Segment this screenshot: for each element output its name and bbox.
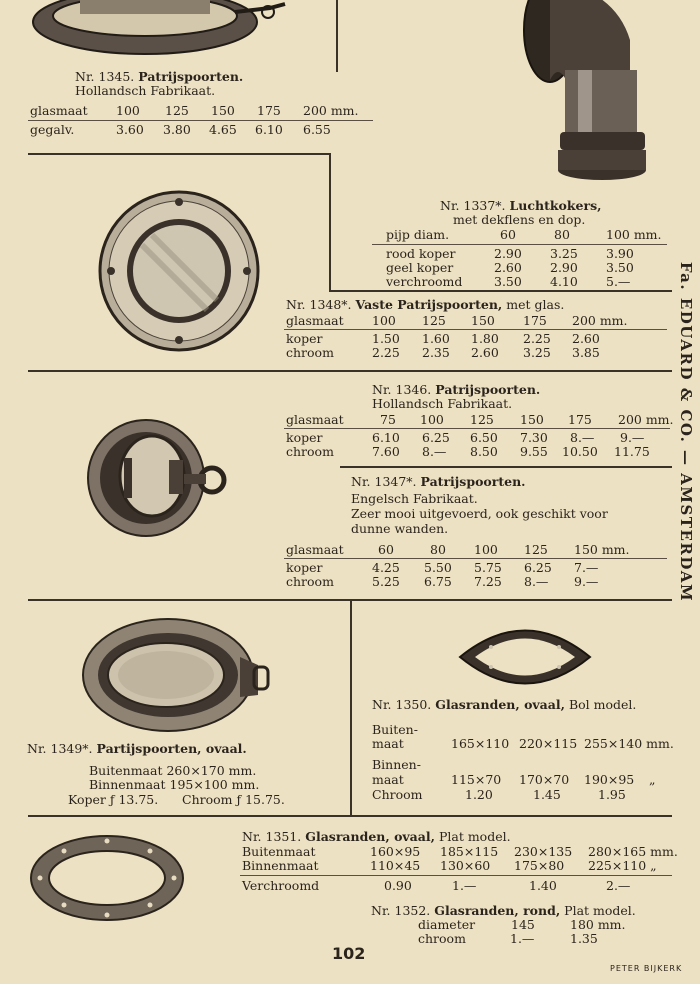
item-number: Nr. 1348*. (286, 297, 352, 312)
item-1348-title (286, 297, 564, 312)
table-cell: 150 mm. (574, 542, 630, 557)
item-number: Nr. 1345. (75, 69, 135, 84)
table-row (286, 331, 666, 346)
table-cell: 3.25 (523, 345, 551, 360)
table-cell: 100 (372, 313, 396, 328)
table-row (465, 787, 665, 802)
table-cell: 100 (474, 542, 498, 557)
item-name: Glasranden, rond, (434, 903, 561, 918)
table-cell: 125 (165, 103, 189, 118)
table-cell: 110×45 (370, 858, 421, 873)
table-cell: 115×70 (451, 772, 502, 787)
table-cell: 3.60 (116, 122, 144, 137)
item-number: Nr. 1351. (242, 829, 302, 844)
table-row (286, 430, 671, 445)
row-label: Buiten- (372, 722, 418, 737)
row-label: maat (372, 772, 404, 787)
table-cell: 175 (568, 412, 592, 427)
table-cell: 4.10 (550, 274, 578, 289)
table-cell: 1.60 (422, 331, 450, 346)
table-cell: chroom (286, 345, 334, 360)
table-cell: 1.35 (570, 931, 598, 946)
table-cell: 125 (524, 542, 548, 557)
table-cell: 130×60 (440, 858, 491, 873)
table-cell: 7.— (574, 560, 599, 575)
table-cell: glasmaat (30, 103, 88, 118)
table-cell: 5.— (606, 274, 631, 289)
table-cell: rood koper (386, 246, 456, 261)
table-cell: 165×110 (451, 736, 510, 751)
table-cell: 150 (211, 103, 235, 118)
table-cell: koper (286, 560, 323, 575)
table-cell: chroom (418, 931, 466, 946)
glasrand-1351-illustration (28, 833, 188, 925)
table-row (418, 917, 638, 932)
divider (28, 815, 672, 817)
table-cell: 200 mm. (618, 412, 674, 427)
table-row (286, 560, 666, 575)
table-cell: 10.50 (562, 444, 598, 459)
table-row (286, 345, 666, 360)
table-cell: 200 mm. (572, 313, 628, 328)
row-label: Chroom (372, 787, 423, 802)
item-1337-subtitle: met dekflens en dop. (453, 212, 586, 227)
porthole-1345-illustration (30, 0, 290, 62)
table-cell: 7.60 (372, 444, 400, 459)
table-row (242, 858, 672, 873)
table-cell: Verchroomd (242, 878, 320, 893)
table-header (386, 227, 666, 242)
porthole-1348-illustration (97, 190, 267, 355)
table-cell: 2.90 (550, 260, 578, 275)
table-cell: 6.10 (372, 430, 400, 445)
table-row (286, 444, 671, 459)
divider (340, 466, 672, 468)
table-cell: 60 (500, 227, 516, 242)
table-cell: 185×115 (440, 844, 499, 859)
table-cell: chroom (286, 444, 334, 459)
table-cell: 2.25 (372, 345, 400, 360)
divider (329, 153, 331, 290)
item-number: Nr. 1350. (372, 697, 432, 712)
table-cell: verchroomd (386, 274, 463, 289)
table-cell: 1.50 (372, 331, 400, 346)
table-rule (284, 428, 670, 429)
table-cell: koper (286, 331, 323, 346)
item-1337-title (440, 198, 601, 213)
item-1349-line: Binnenmaat 195×100 mm. (89, 777, 260, 792)
table-cell: 100 mm. (606, 227, 662, 242)
item-name-rest: Plat model. (564, 903, 636, 918)
table-cell: 125 (422, 313, 446, 328)
table-cell: 60 (378, 542, 394, 557)
table-row (30, 122, 370, 137)
table-cell: 3.50 (606, 260, 634, 275)
divider (329, 290, 672, 292)
table-cell: 200 mm. (303, 103, 359, 118)
divider (336, 0, 338, 72)
item-name: Vaste Patrijspoorten, (355, 297, 503, 312)
table-cell: 150 (471, 313, 495, 328)
porthole-1346-illustration (84, 418, 234, 543)
item-1345-subtitle: Hollandsch Fabrikaat. (75, 83, 216, 98)
table-cell: 150 (520, 412, 544, 427)
table-cell: 9.— (620, 430, 645, 445)
item-name: Partijspoorten, ovaal. (96, 741, 247, 756)
item-1349-line: Buitenmaat 260×170 mm. (89, 763, 257, 778)
table-cell: „ (649, 772, 656, 787)
table-cell: 80 (430, 542, 446, 557)
table-row (451, 736, 674, 751)
table-cell: 4.25 (372, 560, 400, 575)
table-cell: 5.50 (424, 560, 452, 575)
table-row (242, 844, 678, 859)
table-cell: 7.30 (520, 430, 548, 445)
item-1349-title (27, 741, 247, 756)
table-cell: 4.65 (209, 122, 237, 137)
table-header (286, 412, 674, 427)
table-cell: 175 (257, 103, 281, 118)
table-cell: 2.25 (523, 331, 551, 346)
table-cell: 3.85 (572, 345, 600, 360)
item-number: Nr. 1346. (372, 382, 432, 397)
table-cell: 175 (523, 313, 547, 328)
table-cell: 2.60 (572, 331, 600, 346)
item-number: Nr. 1352. (371, 903, 431, 918)
table-cell: 0.90 (384, 878, 412, 893)
table-cell: 6.75 (424, 574, 452, 589)
item-name: Patrijspoorten. (435, 382, 541, 397)
vertical-firm-name (671, 258, 697, 608)
table-rule (284, 558, 667, 559)
item-name: Glasranden, ovaal, (305, 829, 435, 844)
item-name-rest: Bol model. (568, 697, 637, 712)
firm-name-text: Fa. EDUARD & CO. — AMSTERDAM (677, 261, 695, 603)
table-row (386, 246, 666, 261)
divider (350, 599, 352, 815)
table-cell: 225×110 „ (588, 858, 657, 873)
table-row (386, 274, 666, 289)
table-cell: 125 (470, 412, 494, 427)
table-cell: 3.25 (550, 246, 578, 261)
table-cell: 1.40 (529, 878, 557, 893)
item-1350-title (372, 697, 636, 712)
table-cell: 1.80 (471, 331, 499, 346)
table-rule (284, 329, 667, 330)
divider (28, 370, 672, 372)
table-cell: 220×115 (519, 736, 578, 751)
item-1346-title (372, 382, 540, 397)
item-1347-desc-line: Zeer mooi uitgevoerd, ook geschikt voor (351, 506, 608, 521)
table-rule (28, 120, 373, 121)
table-cell: chroom (286, 574, 334, 589)
item-1346-subtitle: Hollandsch Fabrikaat. (372, 396, 513, 411)
table-cell: 75 (380, 412, 396, 427)
row-label: Binnen- (372, 757, 421, 772)
table-cell: 80 (554, 227, 570, 242)
table-cell: 180 mm. (570, 917, 626, 932)
table-cell: 2.60 (471, 345, 499, 360)
table-row (451, 772, 671, 787)
signature: PETER BIJKERK (610, 964, 683, 973)
table-cell: 3.50 (494, 274, 522, 289)
table-cell: gegalv. (30, 122, 75, 137)
table-cell: geel koper (386, 260, 454, 275)
table-cell: 11.75 (614, 444, 650, 459)
table-cell: 2.90 (494, 246, 522, 261)
table-cell: 9.— (574, 574, 599, 589)
table-cell: 100 (420, 412, 444, 427)
table-cell: 5.75 (474, 560, 502, 575)
ventilator-1337-illustration (520, 0, 650, 185)
table-header (286, 313, 666, 328)
page-number: 102 (332, 944, 366, 963)
table-row (286, 574, 666, 589)
table-cell: 2.35 (422, 345, 450, 360)
item-1351-title (242, 829, 511, 844)
table-row (418, 931, 638, 946)
item-name: Patrijspoorten. (138, 69, 244, 84)
table-cell: glasmaat (286, 412, 344, 427)
item-name: Glasranden, ovaal, (435, 697, 565, 712)
table-row (242, 878, 672, 893)
item-number: Nr. 1349*. (27, 741, 93, 756)
table-cell: pijp diam. (386, 227, 450, 242)
item-1349-price-koper: Koper ƒ 13.75. (68, 792, 159, 807)
item-1349-price-chroom: Chroom ƒ 15.75. (182, 792, 285, 807)
table-cell: 1.— (510, 931, 535, 946)
table-cell: 7.25 (474, 574, 502, 589)
table-cell: 8.— (524, 574, 549, 589)
table-cell: 6.50 (470, 430, 498, 445)
item-1345-title (75, 69, 243, 84)
table-cell: 9.55 (520, 444, 548, 459)
table-cell: koper (286, 430, 323, 445)
table-cell: 6.25 (524, 560, 552, 575)
table-cell: 2.— (606, 878, 631, 893)
table-cell: 1.95 (598, 787, 626, 802)
item-1347-desc-line: Engelsch Fabrikaat. (351, 491, 478, 506)
item-number: Nr. 1337*. (440, 198, 506, 213)
table-cell: 230×135 (514, 844, 573, 859)
item-1352-title (371, 903, 636, 918)
porthole-1349-illustration (80, 617, 280, 737)
table-cell: 190×95 (584, 772, 635, 787)
table-cell: 8.— (570, 430, 595, 445)
table-cell: glasmaat (286, 313, 344, 328)
table-cell: Buitenmaat (242, 844, 316, 859)
table-cell: 8.50 (470, 444, 498, 459)
table-cell: 255×140 mm. (584, 736, 674, 751)
table-cell: 6.10 (255, 122, 283, 137)
table-cell: 2.60 (494, 260, 522, 275)
table-cell: 3.90 (606, 246, 634, 261)
table-rule (372, 244, 667, 245)
table-cell: 1.— (452, 878, 477, 893)
table-cell: 175×80 (514, 858, 565, 873)
item-1347-desc-line: dunne wanden. (351, 521, 449, 536)
row-label: maat (372, 736, 404, 751)
table-cell: 6.25 (422, 430, 450, 445)
item-number: Nr. 1347*. (351, 474, 417, 489)
table-cell: 1.45 (533, 787, 561, 802)
table-rule (240, 875, 672, 876)
item-name-rest: met glas. (506, 297, 565, 312)
table-cell: 1.20 (465, 787, 493, 802)
table-cell: 8.— (422, 444, 447, 459)
table-cell: 3.80 (163, 122, 191, 137)
table-header (30, 103, 370, 118)
table-cell: 100 (116, 103, 140, 118)
table-cell: 280×165 mm. (588, 844, 678, 859)
table-cell: 6.55 (303, 122, 331, 137)
table-row (386, 260, 666, 275)
table-cell: 5.25 (372, 574, 400, 589)
item-name-rest: Plat model. (438, 829, 511, 844)
table-cell: glasmaat (286, 542, 344, 557)
table-cell: diameter (418, 917, 476, 932)
table-header (286, 542, 666, 557)
table-cell: Binnenmaat (242, 858, 319, 873)
item-1347-title (351, 474, 526, 489)
divider (28, 153, 330, 155)
item-name: Luchtkokers, (509, 198, 602, 213)
item-name: Patrijspoorten. (420, 474, 526, 489)
table-cell: 145 (511, 917, 535, 932)
table-cell: 160×95 (370, 844, 421, 859)
table-cell: 170×70 (519, 772, 570, 787)
glasrand-1350-illustration (455, 622, 595, 694)
